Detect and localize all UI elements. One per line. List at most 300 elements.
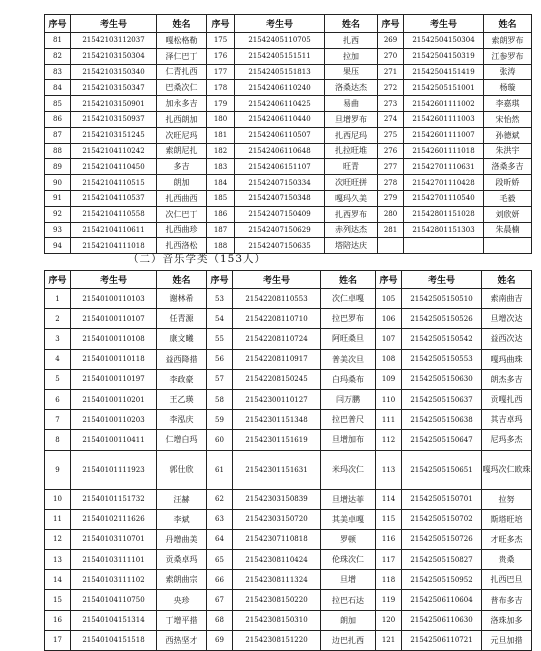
- cell-seq: 118: [376, 570, 402, 590]
- cell-exam-no: [404, 238, 484, 254]
- cell-seq: 273: [378, 96, 404, 112]
- cell-seq: 55: [207, 329, 233, 349]
- cell-name: 普美次旦: [321, 349, 376, 369]
- cell-name: 李嘉琪: [484, 96, 532, 112]
- table-row: [45, 590, 532, 610]
- cell-name: 易曲: [325, 96, 378, 112]
- cell-exam-no: 21542406110425: [235, 96, 325, 112]
- header-exam-no: 考生号: [404, 15, 484, 33]
- cell-exam-no: 21540101151732: [71, 489, 157, 509]
- cell-exam-no: 21542406110240: [235, 80, 325, 96]
- cell-name: 才旺多杰: [482, 529, 532, 549]
- table-row: [45, 33, 532, 49]
- cell-exam-no: 21542505150651: [402, 450, 482, 489]
- cell-name: 元旦加措: [482, 630, 532, 650]
- cell-exam-no: 21540100110107: [71, 309, 157, 329]
- cell-exam-no: 21542701110428: [404, 175, 484, 191]
- cell-seq: 274: [378, 111, 404, 127]
- cell-seq: 116: [376, 529, 402, 549]
- table-row: [45, 309, 532, 329]
- cell-exam-no: 21542104110558: [71, 206, 157, 222]
- header-seq: 序号: [45, 15, 71, 33]
- header-name: 姓名: [321, 271, 376, 289]
- table-row: [45, 529, 532, 549]
- table-row: [45, 80, 532, 96]
- cell-name: 扎西洛松: [157, 238, 207, 254]
- cell-name: 央珍: [157, 590, 207, 610]
- cell-seq: 86: [45, 111, 71, 127]
- cell-name: 拉努: [482, 489, 532, 509]
- header-exam-no: 考生号: [233, 271, 321, 289]
- cell-exam-no: 21542308150310: [233, 610, 321, 630]
- cell-seq: 58: [207, 389, 233, 409]
- cell-seq: 108: [376, 349, 402, 369]
- cell-exam-no: 21542505150510: [402, 289, 482, 309]
- cell-name: 汪赫: [157, 489, 207, 509]
- cell-name: 次仁卓嘎: [321, 289, 376, 309]
- cell-seq: 176: [207, 48, 235, 64]
- cell-seq: [378, 238, 404, 254]
- cell-exam-no: 21542504150319: [404, 48, 484, 64]
- cell-exam-no: 21542104110242: [71, 143, 157, 159]
- cell-exam-no: 21542103150901: [71, 96, 157, 112]
- cell-seq: 3: [45, 329, 71, 349]
- cell-exam-no: 21542104110450: [71, 159, 157, 175]
- cell-exam-no: 21542104110515: [71, 175, 157, 191]
- cell-seq: 276: [378, 143, 404, 159]
- cell-seq: 109: [376, 369, 402, 389]
- cell-exam-no: 21542505150553: [402, 349, 482, 369]
- table-row: [45, 206, 532, 222]
- cell-seq: 17: [45, 630, 71, 650]
- cell-exam-no: 21542801151028: [404, 206, 484, 222]
- table-row: [45, 64, 532, 80]
- music-table-body: [45, 289, 532, 651]
- table-row: [45, 48, 532, 64]
- cell-exam-no: 21542601111018: [404, 143, 484, 159]
- cell-exam-no: 21540101111923: [71, 450, 157, 489]
- cell-name: 扎西曲西: [157, 190, 207, 206]
- cell-name: 朱晨楠: [484, 222, 532, 238]
- cell-seq: 281: [378, 222, 404, 238]
- table-row: [45, 410, 532, 430]
- cell-name: 孙德斌: [484, 127, 532, 143]
- cell-seq: 188: [207, 238, 235, 254]
- cell-exam-no: 21540100110103: [71, 289, 157, 309]
- cell-exam-no: 21542406151107: [235, 159, 325, 175]
- cell-name: 扎西罗布: [325, 206, 378, 222]
- cell-exam-no: 21542504151419: [404, 64, 484, 80]
- cell-seq: 181: [207, 127, 235, 143]
- cell-seq: 279: [378, 190, 404, 206]
- cell-name: 尼玛多杰: [482, 430, 532, 450]
- cell-exam-no: 21540103111102: [71, 570, 157, 590]
- cell-name: 毛毅: [484, 190, 532, 206]
- cell-name: 阿旺桑旦: [321, 329, 376, 349]
- cell-seq: 16: [45, 610, 71, 630]
- cell-seq: 106: [376, 309, 402, 329]
- cell-seq: 117: [376, 550, 402, 570]
- cell-exam-no: 21542208110710: [233, 309, 321, 329]
- cell-seq: 8: [45, 430, 71, 450]
- cell-exam-no: 21542505150952: [402, 570, 482, 590]
- cell-exam-no: 21542307110818: [233, 529, 321, 549]
- cell-seq: 111: [376, 410, 402, 430]
- cell-seq: 278: [378, 175, 404, 191]
- cell-name: 洛珠加多: [482, 610, 532, 630]
- cell-seq: 121: [376, 630, 402, 650]
- cell-seq: 270: [378, 48, 404, 64]
- cell-seq: 94: [45, 238, 71, 254]
- header-exam-no: 考生号: [71, 271, 157, 289]
- cell-exam-no: 21542301151619: [233, 430, 321, 450]
- cell-exam-no: 21542208110917: [233, 349, 321, 369]
- cell-exam-no: 21542103150340: [71, 64, 157, 80]
- cell-seq: 54: [207, 309, 233, 329]
- cell-name: 贵桑: [482, 550, 532, 570]
- cell-seq: 185: [207, 190, 235, 206]
- cell-seq: 280: [378, 206, 404, 222]
- cell-seq: 15: [45, 590, 71, 610]
- cell-name: 扎西巴旦: [482, 570, 532, 590]
- cell-seq: 63: [207, 509, 233, 529]
- cell-exam-no: 21542505150638: [402, 410, 482, 430]
- cell-seq: 92: [45, 206, 71, 222]
- cell-name: 塔陪达庆: [325, 238, 378, 254]
- cell-name: 旦增次达: [482, 309, 532, 329]
- cell-exam-no: 21542506110630: [402, 610, 482, 630]
- cell-seq: 115: [376, 509, 402, 529]
- cell-name: 闫万鹏: [321, 389, 376, 409]
- cell-name: 多吉: [157, 159, 207, 175]
- cell-exam-no: 21542301151631: [233, 450, 321, 489]
- cell-name: 拉巴石达: [321, 590, 376, 610]
- cell-seq: 60: [207, 430, 233, 450]
- cell-name: 旦增达菲: [321, 489, 376, 509]
- table-row: [45, 190, 532, 206]
- cell-exam-no: 21542405110705: [235, 33, 325, 49]
- cell-name: 拉巴罗布: [321, 309, 376, 329]
- table-row: [45, 550, 532, 570]
- table-row: [45, 389, 532, 409]
- header-seq: 序号: [207, 15, 235, 33]
- cell-seq: 272: [378, 80, 404, 96]
- cell-exam-no: 21542407150348: [235, 190, 325, 206]
- table-row: [45, 289, 532, 309]
- cell-name: 索朗曲宗: [157, 570, 207, 590]
- cell-seq: 14: [45, 570, 71, 590]
- cell-name: 其美卓嘎: [321, 509, 376, 529]
- cell-name: 朗加: [321, 610, 376, 630]
- cell-name: 索朗罗布: [484, 33, 532, 49]
- cell-seq: 269: [378, 33, 404, 49]
- cell-exam-no: 21540103111101: [71, 550, 157, 570]
- cell-seq: 107: [376, 329, 402, 349]
- cell-exam-no: 21542406110648: [235, 143, 325, 159]
- cell-seq: 93: [45, 222, 71, 238]
- cell-seq: 88: [45, 143, 71, 159]
- cell-seq: 120: [376, 610, 402, 630]
- cell-seq: 175: [207, 33, 235, 49]
- cell-seq: 64: [207, 529, 233, 549]
- cell-name: 洛桑多吉: [484, 159, 532, 175]
- cell-exam-no: 21542103150304: [71, 48, 157, 64]
- header-seq: 序号: [207, 271, 233, 289]
- cell-name: 拉巴普尺: [321, 410, 376, 430]
- cell-name: 嘎玛次仁欧珠: [482, 450, 532, 489]
- cell-exam-no: 21540100110118: [71, 349, 157, 369]
- cell-seq: 180: [207, 111, 235, 127]
- cell-name: 张涛: [484, 64, 532, 80]
- cell-exam-no: 21542303150720: [233, 509, 321, 529]
- cell-exam-no: 21542504150304: [404, 33, 484, 49]
- cell-seq: 87: [45, 127, 71, 143]
- table-row: [45, 630, 532, 650]
- cell-name: 拉加: [325, 48, 378, 64]
- cell-seq: 10: [45, 489, 71, 509]
- cell-name: 贡桑卓玛: [157, 550, 207, 570]
- cell-seq: 114: [376, 489, 402, 509]
- cell-name: 普布多吉: [482, 590, 532, 610]
- cell-seq: 59: [207, 410, 233, 430]
- cell-seq: 85: [45, 96, 71, 112]
- table-row: [45, 127, 532, 143]
- cell-seq: 67: [207, 590, 233, 610]
- cell-exam-no: 21542208110724: [233, 329, 321, 349]
- cell-exam-no: 21542308111324: [233, 570, 321, 590]
- cell-exam-no: 21542506110721: [402, 630, 482, 650]
- header-exam-no: 考生号: [71, 15, 157, 33]
- cell-exam-no: 21540100110197: [71, 369, 157, 389]
- header-exam-no: 考生号: [402, 271, 482, 289]
- cell-seq: 66: [207, 570, 233, 590]
- cell-exam-no: 21542407150409: [235, 206, 325, 222]
- header-seq: 序号: [45, 271, 71, 289]
- cell-exam-no: 21540104151314: [71, 610, 157, 630]
- header-name: 姓名: [157, 271, 207, 289]
- cell-name: 朗杰多吉: [482, 369, 532, 389]
- cell-name: 扎拉旺堆: [325, 143, 378, 159]
- cell-exam-no: 21540100110411: [71, 430, 157, 450]
- cell-name: 次旺尼玛: [157, 127, 207, 143]
- cell-seq: 89: [45, 159, 71, 175]
- cell-name: 益西降措: [157, 349, 207, 369]
- cell-seq: 187: [207, 222, 235, 238]
- cell-seq: 62: [207, 489, 233, 509]
- cell-exam-no: 21542103150347: [71, 80, 157, 96]
- cell-exam-no: 21542308150220: [233, 590, 321, 610]
- cell-exam-no: 21542308110424: [233, 550, 321, 570]
- cell-seq: 9: [45, 450, 71, 489]
- cell-name: 旦增: [321, 570, 376, 590]
- cell-exam-no: 21542505150637: [402, 389, 482, 409]
- cell-seq: 271: [378, 64, 404, 80]
- table-row: [45, 369, 532, 389]
- cell-exam-no: 21542405151813: [235, 64, 325, 80]
- cell-exam-no: 21542801151303: [404, 222, 484, 238]
- cell-seq: 4: [45, 349, 71, 369]
- cell-name: 赤列达杰: [325, 222, 378, 238]
- cell-seq: 11: [45, 509, 71, 529]
- cell-name: 伦珠次仁: [321, 550, 376, 570]
- cell-name: 果压: [325, 64, 378, 80]
- cell-name: 扎西朗加: [157, 111, 207, 127]
- cell-exam-no: 21542601111002: [404, 96, 484, 112]
- table-row: [45, 349, 532, 369]
- header-seq: 序号: [378, 15, 404, 33]
- cell-name: 李泓庆: [157, 410, 207, 430]
- cell-seq: 61: [207, 450, 233, 489]
- cell-name: 边巴扎西: [321, 630, 376, 650]
- table-row: [45, 96, 532, 112]
- cell-exam-no: 21542104110611: [71, 222, 157, 238]
- section-title: （二）音乐学类（153人）: [128, 253, 267, 265]
- cell-seq: 83: [45, 64, 71, 80]
- cell-name: 扎西曲珍: [157, 222, 207, 238]
- cell-name: 旺青: [325, 159, 378, 175]
- cell-exam-no: 21542505150542: [402, 329, 482, 349]
- cell-exam-no: 21542407150635: [235, 238, 325, 254]
- cell-seq: 57: [207, 369, 233, 389]
- cell-seq: 110: [376, 389, 402, 409]
- cell-seq: 65: [207, 550, 233, 570]
- cell-seq: 179: [207, 96, 235, 112]
- header-name: 姓名: [157, 15, 207, 33]
- cell-name: 嘎玛曲珠: [482, 349, 532, 369]
- header-seq: 序号: [376, 271, 402, 289]
- cell-seq: 13: [45, 550, 71, 570]
- cell-seq: 177: [207, 64, 235, 80]
- cell-seq: 7: [45, 410, 71, 430]
- cell-name: 杨璇: [484, 80, 532, 96]
- cell-exam-no: 21542505150526: [402, 309, 482, 329]
- table-row: [45, 450, 532, 489]
- cell-name: 洛桑达杰: [325, 80, 378, 96]
- cell-name: 西热坚才: [157, 630, 207, 650]
- cell-seq: 275: [378, 127, 404, 143]
- cell-seq: 53: [207, 289, 233, 309]
- cell-exam-no: 21542407150629: [235, 222, 325, 238]
- cell-name: 康文曦: [157, 329, 207, 349]
- cell-exam-no: 21542505150702: [402, 509, 482, 529]
- table-row: [45, 570, 532, 590]
- cell-exam-no: 21542406110440: [235, 111, 325, 127]
- cell-name: 仁增白玛: [157, 430, 207, 450]
- cell-name: 巴桑次仁: [157, 80, 207, 96]
- cell-exam-no: 21540100110203: [71, 410, 157, 430]
- cell-exam-no: 21540100110108: [71, 329, 157, 349]
- admission-table-music: [44, 270, 532, 651]
- cell-exam-no: 21542308151220: [233, 630, 321, 650]
- cell-name: 加永多吉: [157, 96, 207, 112]
- cell-exam-no: 21542303150839: [233, 489, 321, 509]
- cell-exam-no: 21542406110507: [235, 127, 325, 143]
- cell-exam-no: 21540104151518: [71, 630, 157, 650]
- cell-name: [484, 238, 532, 254]
- cell-seq: 119: [376, 590, 402, 610]
- cell-exam-no: 21542601111007: [404, 127, 484, 143]
- cell-seq: 178: [207, 80, 235, 96]
- cell-seq: 182: [207, 143, 235, 159]
- cell-exam-no: 21540104110750: [71, 590, 157, 610]
- cell-name: 仁青扎西: [157, 64, 207, 80]
- cell-name: 斯塔旺培: [482, 509, 532, 529]
- cell-seq: 186: [207, 206, 235, 222]
- cell-name: 王乙瑛: [157, 389, 207, 409]
- cell-name: 谢林希: [157, 289, 207, 309]
- table-row: [45, 143, 532, 159]
- cell-name: 其吉卓玛: [482, 410, 532, 430]
- cell-name: 郭仕欣: [157, 450, 207, 489]
- cell-name: 扎西尼玛: [325, 127, 378, 143]
- cell-exam-no: 21542505150827: [402, 550, 482, 570]
- cell-name: 任青源: [157, 309, 207, 329]
- cell-name: 益西次达: [482, 329, 532, 349]
- cell-name: 米玛次仁: [321, 450, 376, 489]
- header-name: 姓名: [484, 15, 532, 33]
- cell-exam-no: 21542103150937: [71, 111, 157, 127]
- cell-name: 索朗尼扎: [157, 143, 207, 159]
- cell-name: 嘎松格勒: [157, 33, 207, 49]
- table-row: [45, 610, 532, 630]
- table-row: [45, 159, 532, 175]
- table-row: [45, 329, 532, 349]
- cell-exam-no: 21542505150630: [402, 369, 482, 389]
- header-name: 姓名: [482, 271, 532, 289]
- cell-exam-no: 21540103110701: [71, 529, 157, 549]
- cell-seq: 90: [45, 175, 71, 191]
- cell-exam-no: 21542208110553: [233, 289, 321, 309]
- cell-exam-no: 21542505151001: [404, 80, 484, 96]
- cell-exam-no: 21542407150334: [235, 175, 325, 191]
- cell-seq: 113: [376, 450, 402, 489]
- cell-name: 泽仁巴丁: [157, 48, 207, 64]
- cell-name: 贡嘎扎西: [482, 389, 532, 409]
- cell-name: 次旺旺拼: [325, 175, 378, 191]
- cell-name: 丁增平措: [157, 610, 207, 630]
- cell-exam-no: 21542505150647: [402, 430, 482, 450]
- table-row: [45, 238, 532, 254]
- cell-exam-no: 21542103112037: [71, 33, 157, 49]
- cell-name: 朗加: [157, 175, 207, 191]
- table-row: [45, 222, 532, 238]
- cell-exam-no: 21542601111003: [404, 111, 484, 127]
- cell-seq: 91: [45, 190, 71, 206]
- table-row: [45, 509, 532, 529]
- cell-name: 李政豪: [157, 369, 207, 389]
- cell-exam-no: 21542301151348: [233, 410, 321, 430]
- cell-exam-no: 21542103151245: [71, 127, 157, 143]
- cell-seq: 5: [45, 369, 71, 389]
- cell-exam-no: 21542701110631: [404, 159, 484, 175]
- header-exam-no: 考生号: [235, 15, 325, 33]
- table-row: [45, 430, 532, 450]
- cell-exam-no: 21542104111018: [71, 238, 157, 254]
- cell-seq: 12: [45, 529, 71, 549]
- cell-seq: 69: [207, 630, 233, 650]
- cell-name: 李斌: [157, 509, 207, 529]
- upper-table-header: [45, 15, 532, 33]
- table-row: [45, 489, 532, 509]
- cell-name: 索南曲吉: [482, 289, 532, 309]
- cell-exam-no: 21542300110127: [233, 389, 321, 409]
- cell-exam-no: 21542505150726: [402, 529, 482, 549]
- cell-name: 罗顿: [321, 529, 376, 549]
- cell-name: 次仁巴丁: [157, 206, 207, 222]
- cell-name: 扎西: [325, 33, 378, 49]
- cell-exam-no: 21540102111626: [71, 509, 157, 529]
- cell-seq: 56: [207, 349, 233, 369]
